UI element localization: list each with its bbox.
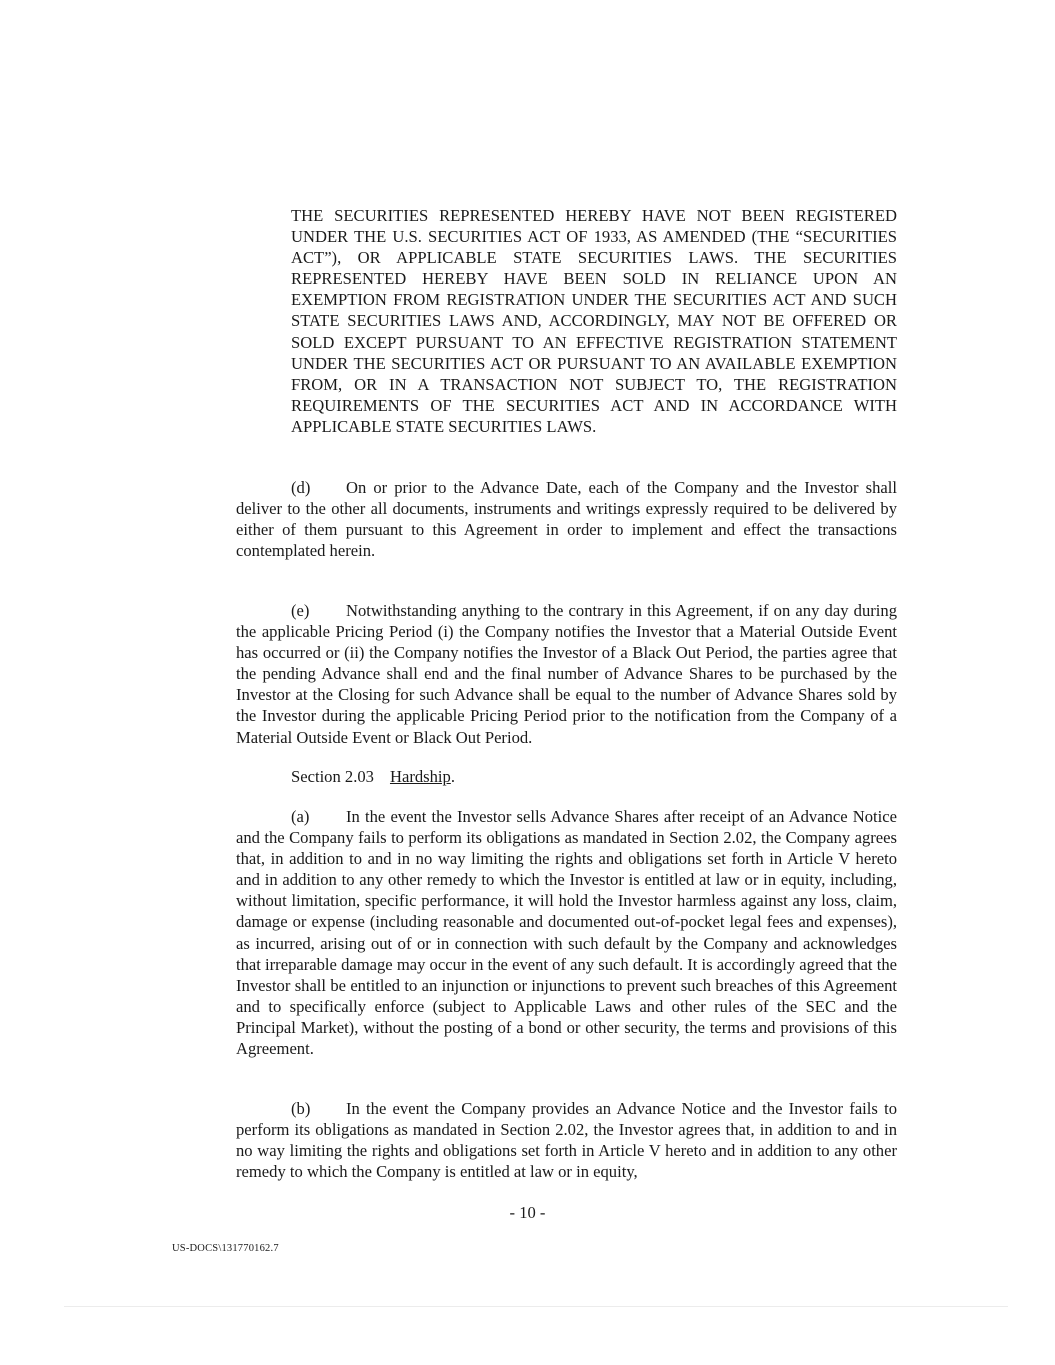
document-id: US-DOCS\131770162.7 xyxy=(172,1243,279,1254)
section-title: Hardship xyxy=(389,767,451,786)
paragraph-a xyxy=(236,806,897,1059)
paragraph-a-text: In the event the Investor sells Advance Shares after receipt of an Advance Notice and the Company fails to perform its obligations as mandated in Section 2.02, the Company agrees that, in addition to and in no way limiting the rights and obligations set forth in Article V hereto and in addition to any other remedy to which the Investor is entitled at law or in equity, including, without limitation, specific performance, it will hold the Investor harmless against any loss, claim, damage or expense (including reasonable and documented out-of-pocket legal fees and expenses), as incurred, arising out of or in connection with such default by the Company and acknowledges that irreparable damage may occur in the event of any such default. It is accordingly agreed that the Investor shall be entitled to an injunction or injunctions to prevent such breaches of this Agreement and to specifically enforce (subject to Applicable Laws and other rules of the SEC and the Principal Market), without the posting of a bond or other security, the terms and provisions of this Agreement. xyxy=(236,807,897,1059)
paragraph-b xyxy=(236,1098,897,1182)
paragraph-a-label: (a) xyxy=(291,807,310,826)
section-heading xyxy=(291,766,455,787)
paragraph-b-label: (b) xyxy=(291,1099,311,1118)
paragraph-e-text: Notwithstanding anything to the contrary in this Agreement, if on any day during the applicable Pricing Period (i) the Company notifies the Investor that a Material Outside Event has occurred or (ii) the Company notifies the Investor of a Black Out Period, the parties agree that the pending Advance shall end and the final number of Advance Shares to be purchased by the Investor at the Closing for such Advance shall be equal to the number of Advance Shares sold by the Investor during the applicable Pricing Period prior to the notification from the Company of a Material Outside Event or Black Out Period. xyxy=(236,601,897,747)
footer-divider xyxy=(64,1306,1008,1307)
paragraph-d-label: (d) xyxy=(291,478,311,497)
section-number: Section 2.03 xyxy=(291,767,374,786)
paragraph-d xyxy=(236,477,897,561)
securities-legend: THE SECURITIES REPRESENTED HEREBY HAVE NOT BEEN REGISTERED UNDER THE U.S. SECURITIES ACT OF 1933, AS AMENDED (THE “SECURITIES ACT”), OR APPLICABLE STATE SECURITIES LAWS. THE SECURITIES REPRESENTED HEREBY HAVE BEEN SOLD IN RELIANCE UPON AN EXEMPTION FROM REGISTRATION UNDER THE SECURITIES ACT AND SUCH STATE SECURITIES LAWS AND, ACCORDINGLY, MAY NOT BE OFFERED OR SOLD EXCEPT PURSUANT TO AN EFFECTIVE REGISTRATION STATEMENT UNDER THE SECURITIES ACT OR PURSUANT TO AN AVAILABLE EXEMPTION FROM, OR IN A TRANSACTION NOT SUBJECT TO, THE REGISTRATION REQUIREMENTS OF THE SECURITIES ACT AND IN ACCORDANCE WITH APPLICABLE STATE SECURITIES LAWS. xyxy=(291,206,897,436)
paragraph-b-text: In the event the Company provides an Advance Notice and the Investor fails to perform its obligations as mandated in Section 2.02, the Investor agrees that, in addition to and in no way limiting the rights and obligations set forth in Article V hereto and in addition to any other remedy to which the Company is entitled at law or in equity, xyxy=(236,1099,897,1182)
paragraph-e-label: (e) xyxy=(291,601,310,620)
page-number: - 10 - xyxy=(509,1203,546,1222)
paragraph-d-text: On or prior to the Advance Date, each of the Company and the Investor shall deliver to the other all documents, instruments and writings expressly required to be delivered by either of them pursuant to this Agreement in order to implement and effect the transactions contemplated herein. xyxy=(236,478,897,561)
paragraph-e xyxy=(236,600,897,748)
section-title-period: . xyxy=(450,767,455,786)
